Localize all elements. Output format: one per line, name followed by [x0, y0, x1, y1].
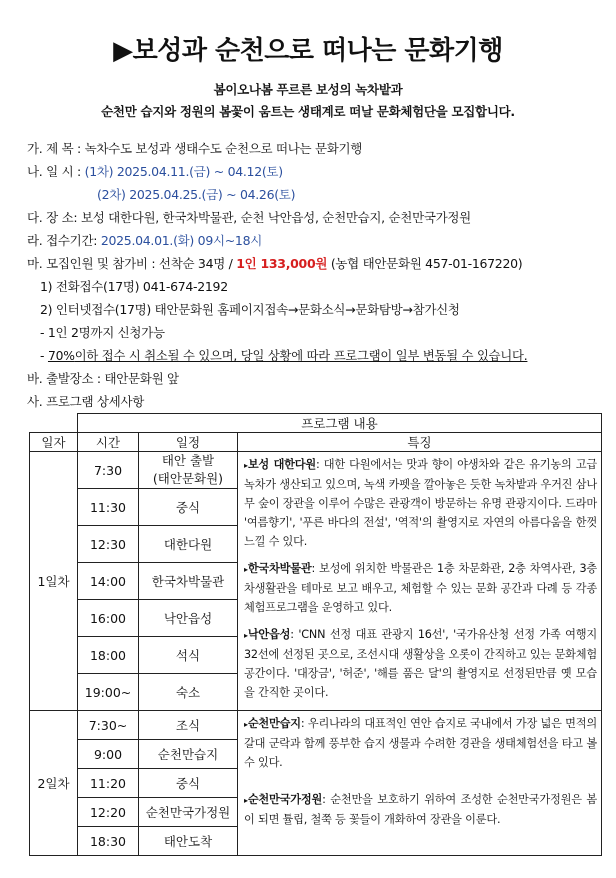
depart-line: 바. 출발장소 : 태안문화원 앞 [27, 371, 179, 386]
schedule-cell: 태안 출발 (태안문화원) [139, 452, 238, 489]
time-cell: 9:00 [78, 740, 139, 769]
day1-features [238, 452, 602, 711]
theme-line [27, 139, 362, 157]
feature-title: 한국차박물관 [247, 562, 312, 575]
recruit-line [27, 254, 522, 272]
feature-body: : 우리나라의 대표적인 연안 습지로 국내에서 가장 넓은 면적의 갈대 군락과 함께 풍부한 습지 생물과 수려한 경관을 생태체험선을 타고 볼 수 있다. [244, 717, 597, 769]
col-schedule: 일정 [139, 433, 238, 452]
period-label: 라. 접수기간: [27, 233, 98, 248]
place-line [27, 208, 471, 226]
period-line [27, 231, 262, 249]
detail-heading: 사. 프로그램 상세사항 [27, 394, 144, 409]
schedule-cell: 석식 [139, 637, 238, 674]
date-2: (2차) 2025.04.25.(금) ~ 04.26(토) [97, 187, 296, 202]
schedule-cell: 순천만국가정원 [139, 798, 238, 827]
arrow-icon: ▸ [244, 461, 248, 470]
place-value: 보성 대한다원, 한국차박물관, 순천 낙안읍성, 순천만습지, 순천만국가정원 [80, 210, 471, 225]
schedule-cell: 대한다원 [139, 526, 238, 563]
feature-body: : 'CNN 선정 대표 관광지 16선', '국가유산청 선정 가족 여행지 32선에 선정된 곳으로, 조선시대 생활상을 오롯이 간직하고 있는 문화체험 공간이다. '대장금', '허준', '해를 품은 달'의 촬영지로 선정된만큼 옛 모습을 간직한 곳이다. [244, 628, 597, 699]
schedule-cell: 숙소 [139, 674, 238, 711]
time-cell: 7:30 [78, 452, 139, 489]
feature-title: 보성 대한다원 [247, 458, 316, 471]
note-cancel-pct: 70% [47, 349, 75, 363]
period-value: 2025.04.01.(화) 09시~18시 [100, 233, 263, 248]
time-cell: 12:20 [78, 798, 139, 827]
arrow-icon: ▸ [244, 565, 248, 574]
day2-cell: 2일차 [30, 711, 78, 856]
note-cancel [40, 346, 527, 364]
note-cancel-dash: - [40, 349, 45, 363]
date-1: (1차) 2025.04.11.(금) ~ 04.12(토) [84, 164, 283, 179]
day1-cell: 1일차 [30, 452, 78, 711]
arrow-icon: ▸ [244, 631, 248, 640]
apply-phone: 1) 전화접수(17명) 041-674-2192 [40, 279, 228, 294]
account-value: (농협 태안문화원 457-01-167220) [330, 256, 523, 271]
schedule-cell: 중식 [139, 769, 238, 798]
time-cell: 11:30 [78, 489, 139, 526]
arrow-icon: ▸ [244, 720, 248, 729]
feature-tea-museum [244, 559, 597, 617]
table-row [30, 452, 602, 489]
time-cell: 18:30 [78, 827, 139, 856]
arrow-icon: ▸ [244, 796, 248, 805]
time-cell: 11:20 [78, 769, 139, 798]
feature-title: 순천만습지 [247, 717, 301, 730]
time-cell: 19:00~ [78, 674, 139, 711]
time-cell: 7:30~ [78, 711, 139, 740]
place-label: 다. 장 소: [27, 210, 78, 225]
schedule-cell: 한국차박물관 [139, 563, 238, 600]
feature-national-garden [244, 790, 597, 829]
subtitle-line-1: 봄이오나봄 푸르른 보성의 녹차밭과 [213, 82, 403, 97]
schedule-cell: 순천만습지 [139, 740, 238, 769]
day2-features [238, 711, 602, 856]
col-time: 시간 [78, 433, 139, 452]
note-cancel-text: 이하 접수 시 취소될 수 있으며, 당일 상황에 따라 프로그램이 일부 변동될 수 있습니다. [74, 349, 528, 363]
schedule-cell: 태안도착 [139, 827, 238, 856]
program-table [29, 413, 602, 856]
col-feature: 특징 [238, 433, 602, 452]
feature-nagan [244, 625, 597, 702]
feature-body: : 순천만을 보호하기 위하여 조성한 순천만국가정원은 봄이 되면 튤립, 철쭉 등 꽃들이 개화하여 장관을 이룬다. [244, 793, 597, 826]
fee-value: 1인 133,000원 [236, 256, 328, 271]
schedule-cell: 조식 [139, 711, 238, 740]
page-title: ▶보성과 순천으로 떠나는 문화기행 [113, 36, 503, 66]
note-limit: - 1인 2명까지 신청가능 [40, 325, 165, 340]
date-line-1 [27, 162, 283, 180]
date-line-2 [97, 185, 295, 203]
date-label: 나. 일 시 : [27, 164, 81, 179]
theme-value: 녹차수도 보성과 생태수도 순천으로 떠나는 문화기행 [84, 141, 363, 156]
feature-title: 낙안읍성 [247, 628, 291, 641]
feature-suncheon-wetland [244, 714, 597, 772]
feature-title: 순천만국가정원 [247, 793, 323, 806]
feature-body: : 대한 다원에서는 맛과 향이 야생차와 같은 유기농의 고급 녹차가 생산되고 있으며, 녹색 카펫을 깔아놓은 듯한 녹차밭과 우거진 삼나무 숲이 장관을 이루어 수많은 관광객이 방문하는 유명 관광지이다. 드라마 '여름향기', '푸른 바다의 전설', '역적'의 촬영지로 자연의 아름다움을 한껏 느낄 수 있다. [244, 458, 597, 548]
time-cell: 18:00 [78, 637, 139, 674]
subtitle-line-2: 순천만 습지와 정원의 봄꽃이 움트는 생태계로 떠날 문화체험단을 모집합니다. [101, 104, 515, 119]
theme-label: 가. 제 목 : [27, 141, 81, 156]
table-row [30, 711, 602, 740]
schedule-cell: 낙안읍성 [139, 600, 238, 637]
apply-internet: 2) 인터넷접수(17명) 태안문화원 홈페이지접속→문화소식→문화탐방→참가신청 [40, 302, 460, 317]
time-cell: 14:00 [78, 563, 139, 600]
time-cell: 16:00 [78, 600, 139, 637]
feature-body: : 보성에 위치한 박물관은 1층 차문화관, 2층 차역사관, 3층 차생활관을 테마로 보고 배우고, 체험할 수 있는 문화 공간과 다례 등 각종 체험프로그램을 운영하고 있다. [244, 562, 597, 614]
recruit-label: 마. 모집인원 및 참가비 : 선착순 34명 / [27, 256, 233, 271]
time-cell: 12:30 [78, 526, 139, 563]
feature-daehan [244, 455, 597, 551]
col-day: 일자 [30, 433, 78, 452]
schedule-cell: 중식 [139, 489, 238, 526]
program-header: 프로그램 내용 [78, 414, 602, 433]
